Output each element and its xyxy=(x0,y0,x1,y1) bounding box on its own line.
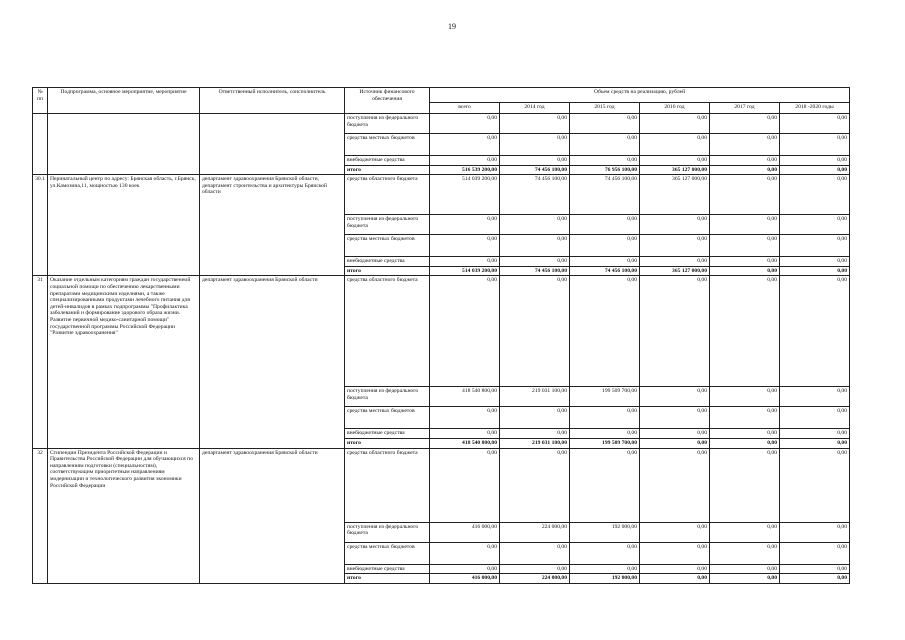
amount-cell: 0,00 xyxy=(500,542,570,564)
executor-name: департамент здравоохранения Брянской области, департамент строительства и архитектуры Брянской области xyxy=(200,175,345,276)
amount-cell: 74 456 100,00 xyxy=(570,175,640,215)
amount-cell: 224 000,00 xyxy=(500,522,570,542)
amount-cell: 0,00 xyxy=(710,522,780,542)
amount-cell: 514 039 200,00 xyxy=(430,175,500,215)
budget-table xyxy=(32,87,850,584)
amount-cell: 0,00 xyxy=(640,574,710,584)
amount-cell: 0,00 xyxy=(640,542,710,564)
source-cell: внебюджетные средства xyxy=(345,429,430,439)
row-number xyxy=(33,114,48,175)
amount-cell: 0,00 xyxy=(640,114,710,134)
amount-cell: 0,00 xyxy=(500,114,570,134)
amount-cell: 76 956 100,00 xyxy=(570,165,640,175)
amount-cell: 0,00 xyxy=(430,235,500,257)
amount-cell: 0,00 xyxy=(640,276,710,387)
amount-cell: 74 456 100,00 xyxy=(500,266,570,276)
header-total: всего xyxy=(430,103,500,114)
amount-cell: 0,00 xyxy=(710,564,780,574)
amount-cell: 219 031 100,00 xyxy=(500,438,570,448)
amount-cell: 365 127 000,00 xyxy=(640,175,710,215)
source-cell: внебюджетные средства xyxy=(345,564,430,574)
source-cell: поступления из федерального бюджета xyxy=(345,114,430,134)
amount-cell: 516 539 200,00 xyxy=(430,165,500,175)
amount-cell: 0,00 xyxy=(640,235,710,257)
amount-cell: 0,00 xyxy=(640,407,710,429)
header-row xyxy=(33,88,850,103)
amount-cell: 0,00 xyxy=(710,276,780,387)
source-cell: поступления из федерального бюджета xyxy=(345,387,430,407)
header-2014: 2014 год xyxy=(500,103,570,114)
amount-cell: 74 456 100,00 xyxy=(500,175,570,215)
amount-cell: 0,00 xyxy=(780,387,850,407)
source-cell: средства местных бюджетов xyxy=(345,407,430,429)
amount-cell: 0,00 xyxy=(500,235,570,257)
amount-cell: 0,00 xyxy=(710,542,780,564)
row-number: 31 xyxy=(33,276,48,448)
amount-cell: 0,00 xyxy=(500,407,570,429)
amount-cell: 0,00 xyxy=(710,574,780,584)
amount-cell: 0,00 xyxy=(430,276,500,387)
amount-cell: 0,00 xyxy=(780,257,850,267)
row-number: 32 xyxy=(33,448,48,583)
amount-cell: 0,00 xyxy=(780,574,850,584)
header-executor: Ответственный исполнитель, соисполнитель xyxy=(200,88,345,114)
header-no: № пп xyxy=(33,88,48,114)
source-cell: поступления из федерального бюджета xyxy=(345,215,430,235)
amount-cell: 0,00 xyxy=(780,407,850,429)
amount-cell: 0,00 xyxy=(430,407,500,429)
amount-cell: 0,00 xyxy=(640,156,710,166)
amount-cell: 0,00 xyxy=(500,276,570,387)
amount-cell: 0,00 xyxy=(710,387,780,407)
amount-cell: 0,00 xyxy=(570,429,640,439)
source-cell: итого xyxy=(345,574,430,584)
amount-cell: 0,00 xyxy=(640,387,710,407)
amount-cell: 0,00 xyxy=(780,215,850,235)
amount-cell: 0,00 xyxy=(430,429,500,439)
header-2016: 2016 год xyxy=(640,103,710,114)
amount-cell: 0,00 xyxy=(640,429,710,439)
table-row xyxy=(33,276,850,387)
program-name: Перинатальный центр по адресу: Брянская область, г.Брянск, ул.Камозина,11, мощностью 130 коек xyxy=(48,175,200,276)
amount-cell: 0,00 xyxy=(570,235,640,257)
amount-cell: 0,00 xyxy=(500,215,570,235)
amount-cell: 0,00 xyxy=(430,134,500,156)
amount-cell: 514 039 200,00 xyxy=(430,266,500,276)
amount-cell: 0,00 xyxy=(780,542,850,564)
amount-cell: 199 509 700,00 xyxy=(570,387,640,407)
amount-cell: 0,00 xyxy=(570,448,640,522)
page-number: 19 xyxy=(448,22,456,31)
amount-cell: 0,00 xyxy=(710,266,780,276)
amount-cell: 0,00 xyxy=(710,114,780,134)
table-body xyxy=(33,88,850,584)
source-cell: средства местных бюджетов xyxy=(345,134,430,156)
amount-cell: 0,00 xyxy=(710,134,780,156)
amount-cell: 0,00 xyxy=(640,215,710,235)
amount-cell: 365 127 000,00 xyxy=(640,266,710,276)
amount-cell: 0,00 xyxy=(710,175,780,215)
amount-cell: 0,00 xyxy=(430,542,500,564)
source-cell: средства областного бюджета xyxy=(345,448,430,522)
source-cell: поступления из федерального бюджета xyxy=(345,522,430,542)
program-name: Стипендии Президента Российской Федерации и Правительства Российской Федерации для обучающихся по направлениям подготовки (специальностям), соответствующим приоритетным направлениям модернизации и технологического развития экономики Российской Федерации xyxy=(48,448,200,583)
source-cell: внебюджетные средства xyxy=(345,257,430,267)
amount-cell: 0,00 xyxy=(640,438,710,448)
amount-cell: 365 127 000,00 xyxy=(640,165,710,175)
amount-cell: 0,00 xyxy=(570,564,640,574)
amount-cell: 0,00 xyxy=(500,429,570,439)
amount-cell: 0,00 xyxy=(570,114,640,134)
amount-cell: 74 456 100,00 xyxy=(500,165,570,175)
amount-cell: 0,00 xyxy=(430,215,500,235)
executor-name xyxy=(200,114,345,175)
amount-cell: 0,00 xyxy=(710,429,780,439)
amount-cell: 0,00 xyxy=(710,257,780,267)
source-cell: итого xyxy=(345,165,430,175)
amount-cell: 0,00 xyxy=(780,266,850,276)
amount-cell: 0,00 xyxy=(710,448,780,522)
amount-cell: 74 456 100,00 xyxy=(570,266,640,276)
amount-cell: 0,00 xyxy=(780,438,850,448)
header-program: Подпрограмма, основное мероприятие, мероприятие xyxy=(48,88,200,114)
amount-cell: 224 000,00 xyxy=(500,574,570,584)
amount-cell: 0,00 xyxy=(780,429,850,439)
program-name xyxy=(48,114,200,175)
amount-cell: 0,00 xyxy=(570,215,640,235)
amount-cell: 0,00 xyxy=(430,564,500,574)
amount-cell: 0,00 xyxy=(780,564,850,574)
amount-cell: 0,00 xyxy=(710,165,780,175)
amount-cell: 0,00 xyxy=(500,564,570,574)
header-2018-2020: 2018 -2020 годы xyxy=(780,103,850,114)
amount-cell: 0,00 xyxy=(570,156,640,166)
amount-cell: 0,00 xyxy=(640,564,710,574)
amount-cell: 0,00 xyxy=(710,235,780,257)
amount-cell: 416 000,00 xyxy=(430,574,500,584)
header-source: Источник финансового обеспечения xyxy=(345,88,430,114)
amount-cell: 0,00 xyxy=(430,257,500,267)
source-cell: внебюджетные средства xyxy=(345,156,430,166)
amount-cell: 199 509 700,00 xyxy=(570,438,640,448)
amount-cell: 0,00 xyxy=(500,156,570,166)
amount-cell: 0,00 xyxy=(430,114,500,134)
amount-cell: 0,00 xyxy=(780,276,850,387)
amount-cell: 0,00 xyxy=(570,407,640,429)
amount-cell: 416 000,00 xyxy=(430,522,500,542)
amount-cell: 0,00 xyxy=(570,542,640,564)
row-number: 30.1 xyxy=(33,175,48,276)
executor-name: департамент здравоохранения Брянской области xyxy=(200,448,345,583)
amount-cell: 0,00 xyxy=(780,175,850,215)
source-cell: средства местных бюджетов xyxy=(345,235,430,257)
header-2015: 2015 год xyxy=(570,103,640,114)
amount-cell: 0,00 xyxy=(500,257,570,267)
amount-cell: 0,00 xyxy=(640,134,710,156)
header-2017: 2017 год xyxy=(710,103,780,114)
amount-cell: 0,00 xyxy=(780,522,850,542)
amount-cell: 0,00 xyxy=(430,448,500,522)
amount-cell: 0,00 xyxy=(710,438,780,448)
table-row xyxy=(33,448,850,522)
source-cell: средства областного бюджета xyxy=(345,175,430,215)
amount-cell: 0,00 xyxy=(780,235,850,257)
amount-cell: 0,00 xyxy=(640,522,710,542)
source-cell: средства областного бюджета xyxy=(345,276,430,387)
table-row xyxy=(33,175,850,215)
amount-cell: 0,00 xyxy=(710,215,780,235)
amount-cell: 0,00 xyxy=(500,134,570,156)
amount-cell: 0,00 xyxy=(570,134,640,156)
amount-cell: 192 000,00 xyxy=(570,522,640,542)
amount-cell: 418 540 800,00 xyxy=(430,387,500,407)
amount-cell: 0,00 xyxy=(640,257,710,267)
source-cell: итого xyxy=(345,266,430,276)
amount-cell: 0,00 xyxy=(430,156,500,166)
amount-cell: 0,00 xyxy=(710,407,780,429)
amount-cell: 0,00 xyxy=(780,156,850,166)
source-cell: средства местных бюджетов xyxy=(345,542,430,564)
amount-cell: 0,00 xyxy=(710,156,780,166)
amount-cell: 0,00 xyxy=(780,448,850,522)
amount-cell: 0,00 xyxy=(570,276,640,387)
header-volume: Объем средств на реализацию, рублей xyxy=(430,88,850,103)
amount-cell: 418 540 800,00 xyxy=(430,438,500,448)
amount-cell: 0,00 xyxy=(640,448,710,522)
source-cell: итого xyxy=(345,438,430,448)
amount-cell: 0,00 xyxy=(780,134,850,156)
amount-cell: 0,00 xyxy=(570,257,640,267)
executor-name: департамент здравоохранения Брянской области xyxy=(200,276,345,448)
amount-cell: 219 031 100,00 xyxy=(500,387,570,407)
amount-cell: 0,00 xyxy=(780,114,850,134)
amount-cell: 0,00 xyxy=(780,165,850,175)
amount-cell: 0,00 xyxy=(500,448,570,522)
program-name: Оказание отдельным категориям граждан государственной социальной помощи по обеспечению лекарственными препаратами медицинскими изделиями, а также специализированными продуктами лечебного питания для детей-инвалидов в рамках подпрограммы "Профилактика заболеваний и формирование здорового образа жизни. Развитие первичной медико-санитарной помощи" государственной программы Российской Федерации "Развитие здравоохранения" xyxy=(48,276,200,448)
amount-cell: 192 000,00 xyxy=(570,574,640,584)
table-row xyxy=(33,114,850,134)
